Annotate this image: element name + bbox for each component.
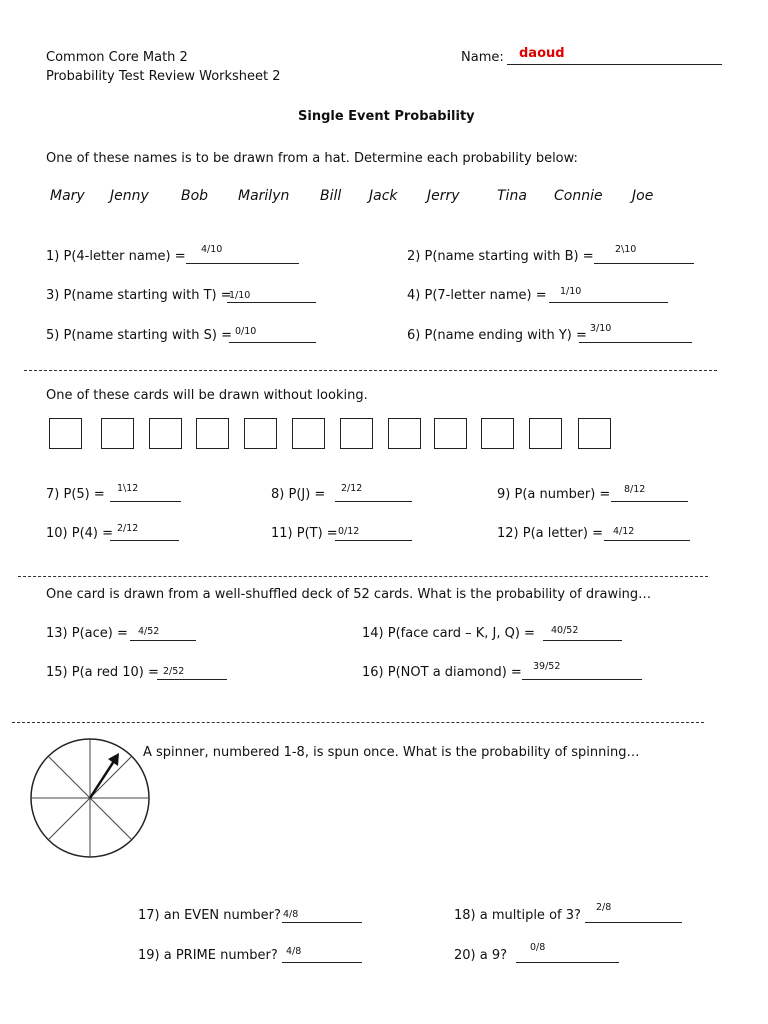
question-10-answer: 2/12 (117, 523, 139, 534)
answer-line (110, 501, 181, 502)
spinner-sector-line (48, 798, 90, 840)
names-instruction: One of these names is to be drawn from a hat. Determine each probability below: (46, 151, 578, 166)
question-18-label: 18) a multiple of 3? (454, 908, 581, 923)
answer-line (229, 342, 316, 343)
spinner-sector-line (90, 756, 132, 798)
question-14-answer: 40/52 (551, 625, 579, 636)
name-item: Jenny (110, 188, 149, 204)
question-7-answer: 1\12 (117, 483, 139, 494)
answer-line (543, 640, 622, 641)
question-5-label: 5) P(name starting with S) = (46, 328, 232, 343)
card-box (196, 418, 229, 449)
worksheet-title: Probability Test Review Worksheet 2 (46, 69, 281, 84)
spinner-sector-line (90, 798, 132, 840)
question-5-answer: 0/10 (235, 326, 257, 337)
name-item: Joe (632, 188, 654, 204)
question-11-label: 11) P(T) = (271, 526, 338, 541)
card-box (101, 418, 134, 449)
name-item: Marilyn (238, 188, 290, 204)
answer-line (282, 962, 362, 963)
cards-instruction: One of these cards will be drawn without looking. (46, 388, 368, 403)
answer-line (335, 501, 412, 502)
answer-line (516, 962, 619, 963)
answer-line (186, 263, 299, 264)
question-17-answer: 4/8 (283, 909, 299, 920)
answer-line (604, 540, 690, 541)
spinner-diagram (27, 735, 155, 863)
section-divider (18, 576, 708, 577)
question-2-answer: 2\10 (615, 244, 637, 255)
card-box (481, 418, 514, 449)
card-box (244, 418, 277, 449)
deck-instruction: One card is drawn from a well-shuffled deck of 52 cards. What is the probability of drawing… (46, 587, 652, 602)
question-9-answer: 8/12 (624, 484, 646, 495)
question-13-answer: 4/52 (138, 626, 160, 637)
question-4-answer: 1/10 (560, 286, 582, 297)
card-box (149, 418, 182, 449)
question-19-answer: 4/8 (286, 946, 302, 957)
answer-line (549, 302, 668, 303)
question-15-label: 15) P(a red 10) = (46, 665, 159, 680)
answer-line (585, 922, 682, 923)
answer-line (282, 922, 362, 923)
name-item: Bob (181, 188, 209, 204)
question-19-label: 19) a PRIME number? (138, 948, 278, 963)
card-box (340, 418, 373, 449)
question-13-label: 13) P(ace) = (46, 626, 128, 641)
answer-line (130, 640, 196, 641)
question-11-answer: 0/12 (338, 526, 360, 537)
name-item: Mary (50, 188, 85, 204)
section-divider (12, 722, 704, 723)
answer-line (227, 302, 316, 303)
spinner-sector-line (48, 756, 90, 798)
card-box (49, 418, 82, 449)
question-12-label: 12) P(a letter) = (497, 526, 603, 541)
answer-line (594, 263, 694, 264)
question-2-label: 2) P(name starting with B) = (407, 249, 594, 264)
card-box (388, 418, 421, 449)
question-20-answer: 0/8 (530, 942, 546, 953)
answer-line (579, 342, 692, 343)
question-7-label: 7) P(5) = (46, 487, 105, 502)
answer-line (611, 501, 688, 502)
name-item: Tina (497, 188, 527, 204)
answer-line (335, 540, 412, 541)
spinner-arrow (90, 758, 116, 798)
course-title: Common Core Math 2 (46, 50, 188, 65)
question-3-answer: 1/10 (229, 290, 251, 301)
question-4-label: 4) P(7-letter name) = (407, 288, 547, 303)
question-9-label: 9) P(a number) = (497, 487, 611, 502)
name-value: daoud (519, 46, 565, 61)
spinner-instruction: A spinner, numbered 1-8, is spun once. What is the probability of spinning… (143, 745, 640, 760)
question-17-label: 17) an EVEN number? (138, 908, 281, 923)
question-1-answer: 4/10 (201, 244, 223, 255)
name-item: Jack (369, 188, 398, 204)
question-18-answer: 2/8 (596, 902, 612, 913)
question-14-label: 14) P(face card – K, J, Q) = (362, 626, 535, 641)
card-box (434, 418, 467, 449)
card-box (578, 418, 611, 449)
question-15-answer: 2/52 (163, 666, 185, 677)
name-label: Name: (461, 50, 504, 65)
name-item: Bill (320, 188, 342, 204)
question-12-answer: 4/12 (613, 526, 635, 537)
name-item: Connie (554, 188, 603, 204)
question-6-label: 6) P(name ending with Y) = (407, 328, 587, 343)
question-3-label: 3) P(name starting with T) = (46, 288, 232, 303)
name-item: Jerry (427, 188, 460, 204)
question-8-label: 8) P(J) = (271, 487, 326, 502)
question-6-answer: 3/10 (590, 323, 612, 334)
question-20-label: 20) a 9? (454, 948, 508, 963)
question-10-label: 10) P(4) = (46, 526, 114, 541)
answer-line (522, 679, 642, 680)
answer-line (110, 540, 179, 541)
question-1-label: 1) P(4-letter name) = (46, 249, 186, 264)
name-underline (507, 64, 722, 65)
card-box (292, 418, 325, 449)
question-16-label: 16) P(NOT a diamond) = (362, 665, 522, 680)
question-16-answer: 39/52 (533, 661, 561, 672)
answer-line (157, 679, 227, 680)
page-title: Single Event Probability (298, 109, 475, 124)
question-8-answer: 2/12 (341, 483, 363, 494)
section-divider (24, 370, 717, 371)
card-box (529, 418, 562, 449)
